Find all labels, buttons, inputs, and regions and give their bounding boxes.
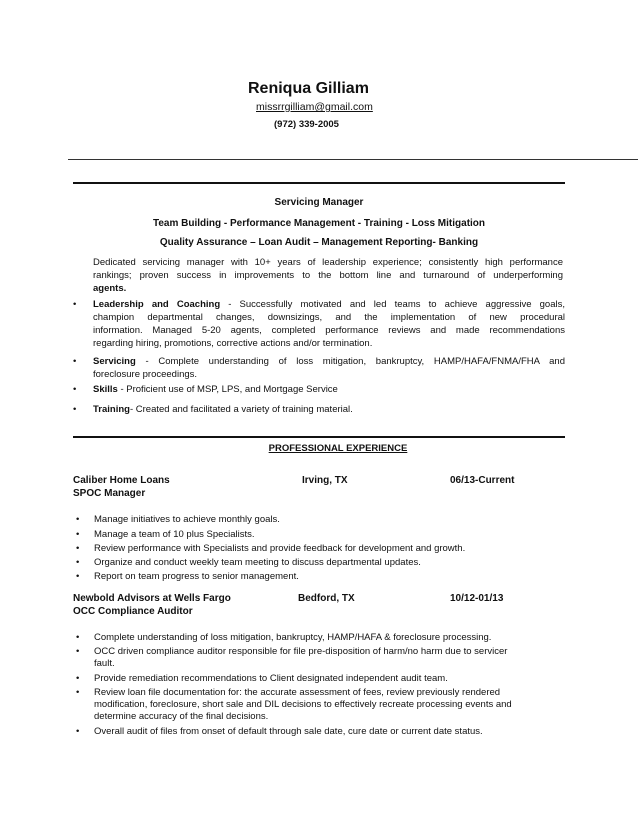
skill-label: Leadership and Coaching	[93, 299, 221, 310]
profile-title: Servicing Manager	[274, 197, 364, 208]
job-bullet: • Report on team progress to senior management.	[76, 571, 299, 582]
skill-text: foreclosure proceedings.	[93, 369, 198, 380]
job-company: Newbold Advisors at Wells Fargo	[73, 593, 231, 604]
skill-training	[73, 403, 565, 417]
header-divider	[68, 159, 638, 160]
bullet-dot-icon: •	[73, 299, 77, 310]
job-bullet: • Manage initiatives to achieve monthly goals.	[76, 514, 280, 525]
bullet-dot-icon: •	[73, 356, 77, 367]
job-dates: 10/12-01/13	[450, 593, 504, 604]
job-location: Irving, TX	[302, 475, 348, 486]
skill-text: - Complete understanding of loss mitigation, bankruptcy, HAMP/HAFA/FNMA/FHA and	[135, 356, 565, 367]
bullet-dot-icon: •	[76, 646, 80, 657]
job-bullet: • OCC driven compliance auditor responsible for file pre-disposition of harm/no harm due to servicer fault.	[76, 646, 508, 669]
skill-text: - Proficient use of MSP, LPS, and Mortgage Service	[117, 384, 338, 395]
candidate-name: Reniqua Gilliam	[248, 80, 369, 97]
summary-line: Dedicated servicing manager with 10+ years of leadership experience; consistently high performance	[93, 257, 563, 268]
profile-tagline-2: Quality Assurance – Loan Audit – Management Reporting- Banking	[159, 237, 479, 248]
bullet-dot-icon: •	[76, 543, 80, 554]
job-bullet: • Manage a team of 10 plus Specialists.	[76, 529, 255, 540]
experience-divider	[73, 436, 565, 438]
bullet-dot-icon: •	[76, 571, 80, 582]
bullet-dot-icon: •	[73, 384, 77, 395]
skill-leadership	[73, 298, 565, 354]
skill-skills	[73, 383, 565, 397]
bullet-dot-icon: •	[76, 673, 80, 684]
phone-number: (972) 339-2005	[274, 119, 339, 130]
bullet-dot-icon: •	[73, 404, 77, 415]
skill-text: information. Managed 5-20 agents, completed performance reviews and made recommendations	[93, 325, 565, 336]
job-bullet: • Complete understanding of loss mitigation, bankruptcy, HAMP/HAFA & foreclosure processing.	[76, 632, 492, 643]
job-location: Bedford, TX	[298, 593, 355, 604]
bullet-dot-icon: •	[76, 726, 80, 737]
skill-label: Skills	[93, 384, 118, 395]
job-bullet: • Organize and conduct weekly team meeting to discuss departmental updates.	[76, 557, 421, 568]
job-bullet: • Review loan file documentation for: the accurate assessment of fees, review previously rendered modification, foreclosure, short sale and DIL decisions to effectively recreate processing events and determine accuracy of the final decisions.	[76, 687, 512, 722]
skill-text: regarding hiring, promotions, corrective actions and/or termination.	[93, 338, 373, 349]
skill-label: Training	[93, 404, 130, 415]
job-company: Caliber Home Loans	[73, 475, 170, 486]
skill-servicing	[73, 355, 565, 385]
bullet-dot-icon: •	[76, 687, 80, 698]
skill-text: - Created and facilitated a variety of training material.	[129, 404, 353, 415]
bullet-dot-icon: •	[76, 632, 80, 643]
summary-line: agents.	[93, 283, 127, 294]
bullet-dot-icon: •	[76, 529, 80, 540]
skill-text: champion departmental changes, downsizings, and the implementation of new procedural	[93, 312, 565, 323]
job-bullet: • Overall audit of files from onset of default through sale date, cure date or current date status.	[76, 726, 483, 737]
profile-tagline-1: Team Building - Performance Management - Training - Loss Mitigation	[152, 218, 486, 229]
email-link[interactable]: missrrgilliam@gmail.com	[256, 101, 373, 113]
job-role: OCC Compliance Auditor	[73, 606, 193, 617]
job-bullet: • Review performance with Specialists and provide feedback for development and growth.	[76, 543, 466, 554]
experience-heading: PROFESSIONAL EXPERIENCE	[268, 443, 408, 454]
profile-divider	[73, 182, 565, 184]
job-dates: 06/13-Current	[450, 475, 515, 486]
summary-line: rankings; proven success in improvements to the bottom line and turnaround of underperforming	[93, 270, 563, 281]
bullet-dot-icon: •	[76, 557, 80, 568]
bullet-dot-icon: •	[76, 514, 80, 525]
skill-label: Servicing	[93, 356, 136, 367]
skill-text: - Successfully motivated and led teams to achieve aggressive goals,	[220, 299, 565, 310]
job-bullet: • Provide remediation recommendations to Client designated independent audit team.	[76, 673, 448, 684]
profile-summary	[93, 256, 563, 295]
job-role: SPOC Manager	[73, 488, 146, 499]
